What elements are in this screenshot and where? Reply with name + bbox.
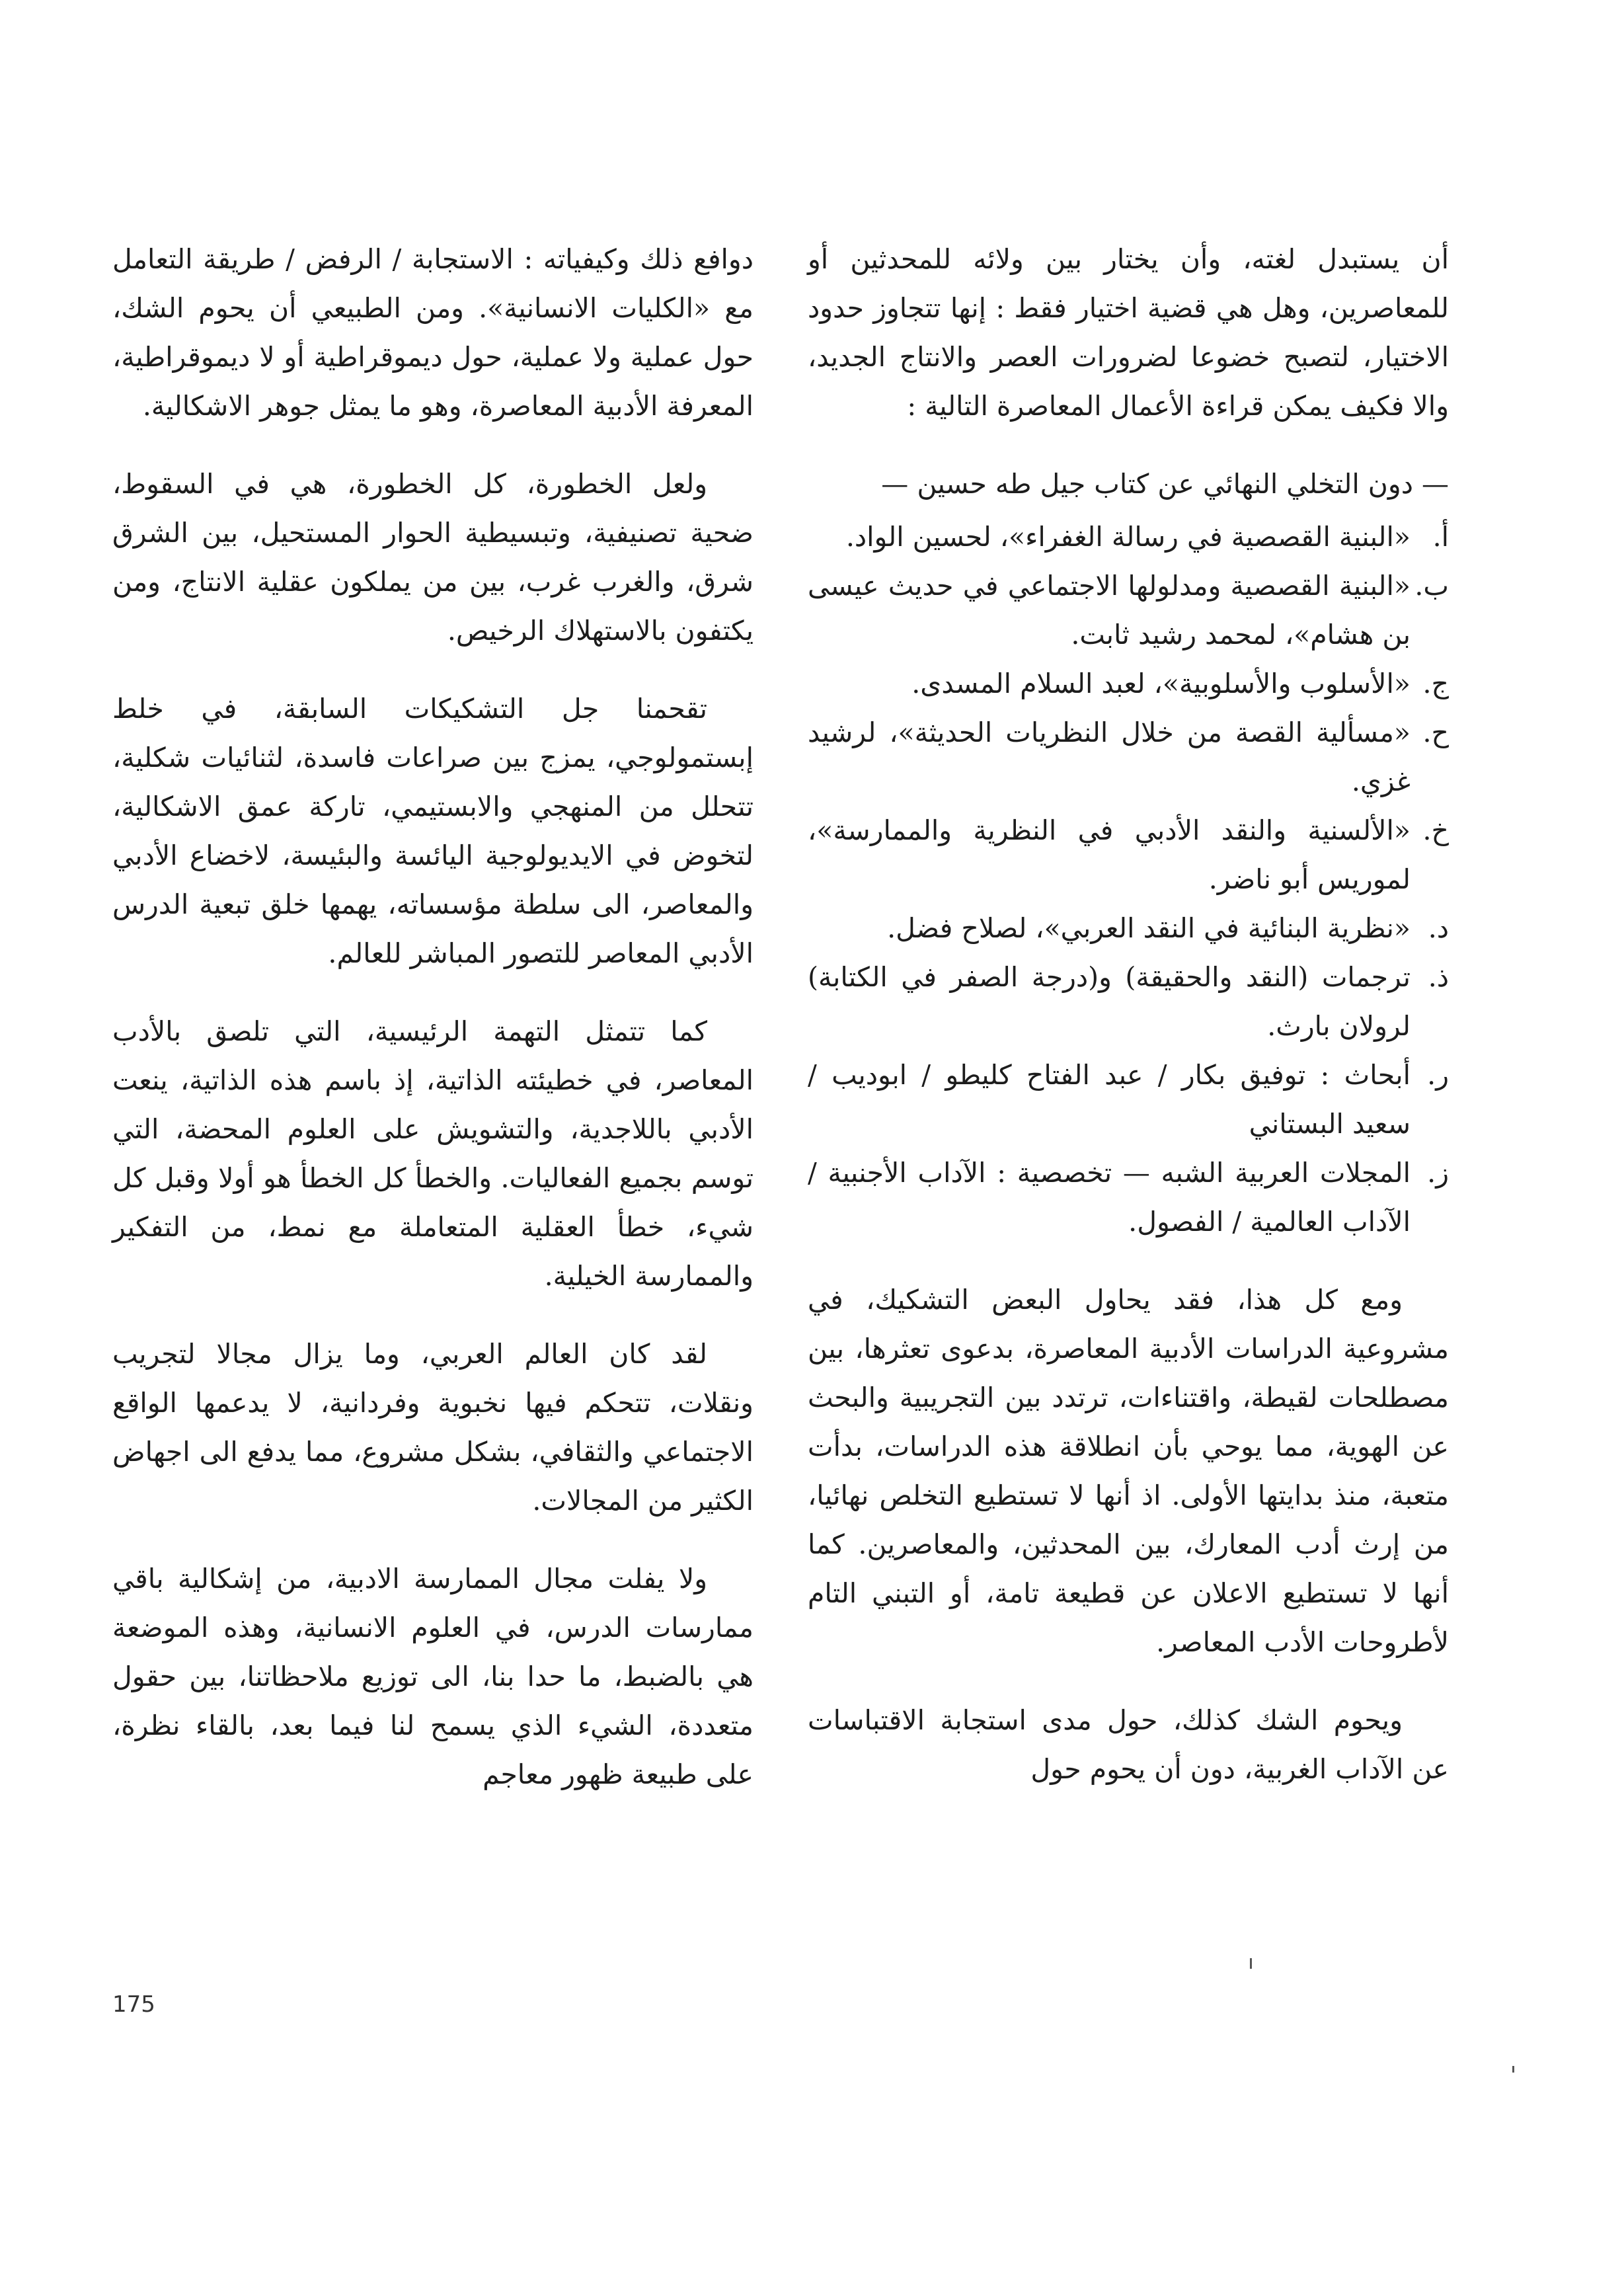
scan-speck	[1250, 1958, 1252, 1969]
list-item	[808, 708, 1449, 806]
list-item	[808, 904, 1449, 953]
list-item-text: «البنية القصصية في رسالة الغفراء»، لحسين الواد.	[845, 521, 1411, 553]
list-item	[808, 953, 1449, 1050]
list-item	[808, 659, 1449, 708]
list-item-text: «مسألية القصة من خلال النظريات الحديثة»، لرشيد غزي.	[808, 717, 1411, 797]
paragraph: لقد كان العالم العربي، وما يزال مجالا لتجريب ونقلات، تتحكم فيها نخبوية وفردانية، لا يدعمها الواقع الاجتماعي والثقافي، بشكل مشروع، مما يدفع الى اجهاض الكثير من المجالات.	[112, 1338, 754, 1517]
list-marker: ج.	[1422, 668, 1449, 699]
right-column	[808, 235, 1449, 1823]
paragraph: كما تتمثل التهمة الرئيسية، التي تلصق بالأدب المعاصر، في خطيئته الذاتية، إذ باسم هذه الذاتية، ينعت الأدبي باللاجدية، والتشويش على العلوم المحضة، التي توسم بجميع الفعاليات. والخطأ كل الخطأ هو أولا وقبل كل شيء، خطأ العقلية المتعاملة مع نمط، من التفكير والممارسة الخيلية.	[112, 1015, 754, 1292]
paragraph: ومع كل هذا، فقد يحاول البعض التشكيك، في مشروعية الدراسات الأدبية المعاصرة، بدعوى تعثرها، بين مصطلحات لقيطة، واقتناءات، ترتدد بين التجريبية والبحث عن الهوية، مما يوحي بأن انطلاقة هذه الدراسات، بدأت متعبة، منذ بدايتها الأولى. اذ أنها لا تستطيع التخلص نهائيا، من إرث أدب المعارك، بين المحدثين، والمعاصرين. كما أنها لا تستطيع الاعلان عن قطيعة تامة، أو التبني التام لأطروحات الأدب المعاصر.	[808, 1284, 1449, 1658]
works-list	[808, 459, 1449, 1246]
list-item-text: ترجمات (النقد والحقيقة) و(درجة الصفر في الكتابة) لرولان بارث.	[808, 961, 1411, 1042]
list-item	[808, 512, 1449, 561]
list-marker: ذ.	[1428, 961, 1449, 993]
paragraph: ولعل الخطورة، كل الخطورة، هي في السقوط، ضحية تصنيفية، وتبسيطية الحوار المستحيل، بين الشرق شرق، والغرب غرب، بين من يملكون عقلية الانتاج، ومن يكتفون بالاستهلاك الرخيص.	[112, 468, 754, 647]
list-intro: — دون التخلي النهائي عن كتاب جيل طه حسين —	[881, 468, 1449, 500]
list-item	[808, 561, 1449, 659]
list-item-text: «البنية القصصية ومدلولها الاجتماعي في حديث عيسى بن هشام»، لمحمد رشيد ثابت.	[808, 570, 1411, 651]
paragraph: تقحمنا جل التشكيكات السابقة، في خلط إبستمولوجي، يمزج بين صراعات فاسدة، لثنائيات شكلية، تتحلل من المنهجي والابستيمي، تاركة عمق الاشكالية، لتخوض في الايديولوجية اليائسة والبئيسة، لاخضاع الأدبي والمعاصر، الى سلطة مؤسساته، يهمها خلق تبعية الدرس الأدبي المعاصر للتصور المباشر للعالم.	[112, 693, 754, 969]
list-item	[808, 806, 1449, 904]
paragraph: دوافع ذلك وكيفياته : الاستجابة / الرفض / طريقة التعامل مع «الكليات الانسانية». ومن الطبيعي أن يحوم الشك، حول عملية ولا عملية، حول ديموقراطية أو لا ديموقراطية، المعرفة الأدبية المعاصرة، وهو ما يمثل جوهر الاشكالية.	[112, 243, 754, 422]
list-marker: د.	[1428, 912, 1449, 944]
list-item-text: «نظرية البنائية في النقد العربي»، لصلاح فضل.	[887, 912, 1411, 944]
list-item	[808, 1050, 1449, 1148]
paragraph: ويحوم الشك كذلك، حول مدى استجابة الاقتباسات عن الآداب الغربية، دون أن يحوم حول	[808, 1704, 1449, 1785]
left-column	[112, 235, 754, 1828]
list-marker: ر.	[1427, 1059, 1449, 1091]
list-item-text: «الألسنية والنقد الأدبي في النظرية والممارسة»، لموريس أبو ناضر.	[808, 814, 1411, 895]
paragraph: ولا يفلت مجال الممارسة الادبية، من إشكالية باقي ممارسات الدرس، في العلوم الانسانية، وهذه الموضعة هي بالضبط، ما حدا بنا، الى توزيع ملاحظاتنا، بين حقول متعددة، الشيء الذي يسمح لنا فيما بعد، بالقاء نظرة، على طبيعة ظهور معاجم	[112, 1563, 754, 1790]
list-marker: خ.	[1422, 814, 1449, 846]
paragraph: أن يستبدل لغته، وأن يختار بين ولائه للمحدثين أو للمعاصرين، وهل هي قضية اختيار فقط : إنها تتجاوز حدود الاختيار، لتصبح خضوعا لضرورات العصر والانتاج الجديد، والا فكيف يمكن قراءة الأعمال المعاصرة التالية :	[808, 243, 1449, 422]
list-marker: ح.	[1422, 717, 1449, 748]
list-marker: ب.	[1414, 570, 1449, 602]
scan-speck	[1512, 2066, 1514, 2073]
list-marker: ز.	[1427, 1157, 1449, 1189]
page-number: 175	[112, 1991, 155, 2018]
list-item	[808, 1148, 1449, 1246]
list-item-text: «الأسلوب والأسلوبية»، لعبد السلام المسدى.	[911, 668, 1411, 699]
list-item-text: المجلات العربية الشبه — تخصصية : الآداب الأجنبية / الآداب العالمية / الفصول.	[808, 1157, 1411, 1238]
list-marker: أ.	[1432, 521, 1449, 553]
list-item-text: أبحاث : توفيق بكار / عبد الفتاح كليطو / ابوديب / سعيد البستاني	[808, 1059, 1411, 1140]
